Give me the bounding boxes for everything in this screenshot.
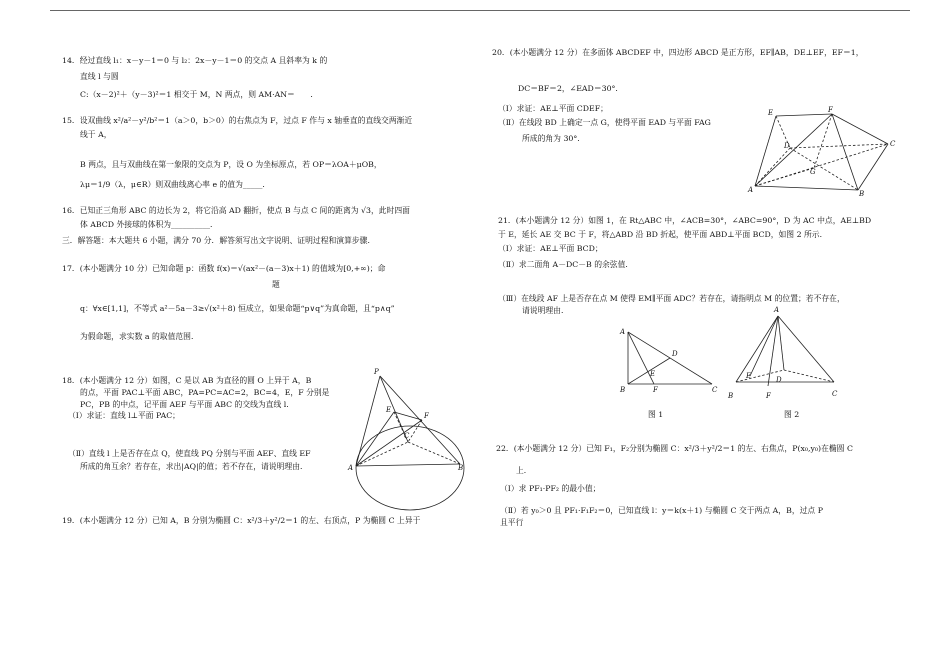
fig21b-label-F: F [766, 392, 771, 400]
fig21b-label-E: E [746, 372, 752, 380]
q22-line2: 上． [516, 466, 532, 475]
fig18-label-E: E [386, 406, 392, 414]
q22-line5: 且平行 [500, 518, 524, 527]
q19-line1: 19．(本小题满分 12 分）已知 A，B 分别为椭圆 C：x²/3＋y²/2＝1 的左、右顶点，P 为椭圆 C 上异于 [62, 516, 421, 525]
fig18-label-P: P [374, 368, 379, 376]
q21-line1: 21．(本小题满分 12 分）如图 1，在 Rt△ABC 中，∠ACB=30°，∠ABC=90°，D 为 AC 中点，AE⊥BD [498, 216, 872, 225]
fig2-caption: 图 2 [784, 410, 800, 419]
fig21a-label-E: E [650, 370, 656, 378]
fig21b-label-A: A [774, 306, 780, 314]
q21-line6: 请说明理由． [522, 306, 569, 315]
q21-line4: （Ⅱ）求二面角 A－DC－B 的余弦值． [498, 260, 634, 269]
fig18-label-F: F [424, 412, 429, 420]
q18-line3: PC，PB 的中点，记平面 AEF 与平面 ABC 的交线为直线 l． [80, 400, 295, 409]
q21-line2: 于 E，延长 AE 交 BC 于 F，将△ABD 沿 BD 折起，使平面 ABD⊥平面 BCD，如图 2 所示． [498, 230, 828, 239]
q20-line3: （Ⅰ）求证：AE⊥平面 CDEF； [498, 104, 608, 113]
q22-line4: （Ⅱ）若 y₀＞0 且 PF₁·F₁F₂＝0，已知直线 l：y＝k(x＋1) 与椭圆 C 交于两点 A，B，过点 P [500, 506, 823, 515]
q15-line2: 线于 A， [80, 130, 112, 139]
fig20-label-E: E [768, 109, 774, 117]
fig21a-label-B: B [620, 386, 626, 394]
top-rule [50, 10, 910, 11]
q18-line2: 的点，平面 PAC⊥平面 ABC，PA=PC=AC=2，BC=4，E，F 分别是 [80, 388, 330, 397]
fig21b-label-B: B [728, 392, 734, 400]
q16-line2: 体 ABCD 外接球的体积为__________． [80, 220, 218, 229]
q22-line3: （Ⅰ）求 PF₁·PF₂ 的最小值； [500, 484, 601, 493]
q17-line2: 题 [272, 280, 280, 289]
fig20-label-B: B [859, 190, 865, 198]
q18-line5: （Ⅱ）直线 l 上是否存在点 Q，使直线 PQ 分别与平面 AEF、直线 EF [68, 449, 311, 458]
q18-line4: （Ⅰ）求证：直线 l⊥平面 PAC； [68, 411, 180, 420]
fig20-label-D: D [784, 142, 790, 150]
q17-line3: q：∀x∈[1,1]，不等式 a²－5a－3≥√(x²＋8) 恒成立，如果命题“p∨q”为真命题，且“p∧q” [80, 304, 395, 313]
q14-line1: 14．经过直线 l₁：x－y－1＝0 与 l₂：2x－y－1＝0 的交点 A 且斜率为 k 的 [62, 56, 328, 65]
q20-line1: 20．(本小题满分 12 分）在多面体 ABCDEF 中，四边形 ABCD 是正方形，EF∥AB，DE⊥EF，EF＝1， [492, 48, 864, 57]
fig21a-label-F: F [653, 386, 658, 394]
q20-line2: DC＝BF＝2，∠EAD＝30°． [518, 84, 624, 93]
q20-line5: 所成的角为 30°． [522, 134, 586, 143]
q21-line3: （Ⅰ）求证：AE⊥平面 BCD； [498, 244, 603, 253]
q22-line1: 22．(本小题满分 12 分）已知 F₁，F₂分别为椭圆 C：x²/3＋y²/2＝1 的左、右焦点，P(x₀,y₀)在椭圆 C [496, 444, 853, 453]
q15-line1: 15．设双曲线 x²/a²－y²/b²＝1（a＞0，b＞0）的右焦点为 F，过点 F 作与 x 轴垂直的直线交两渐近 [62, 116, 413, 125]
q18-line1: 18．(本小题满分 12 分）如图，C 是以 AB 为直径的圆 O 上异于 A，B [62, 376, 312, 385]
fig1-caption: 图 1 [648, 410, 664, 419]
fig21a-label-D: D [672, 350, 678, 358]
fig20-label-C: C [890, 140, 896, 148]
part3-heading: 三．解答题：本大题共 6 小题，满分 70 分．解答须写出文字说明、证明过程和演算步骤． [62, 236, 376, 245]
fig20-label-A: A [748, 186, 754, 194]
figure-q18 [350, 366, 465, 511]
fig18-label-C: C [404, 432, 410, 440]
q17-line4: 为假命题，求实数 a 的取值范围． [80, 332, 199, 341]
q18-line6: 所成的角互余？若存在，求出|AQ|的值；若不存在，请说明理由． [80, 462, 308, 471]
fig20-label-G: G [810, 168, 816, 176]
fig21b-label-C: C [832, 390, 838, 398]
q14-line3: C:（x－2)²＋（y－3)²＝1 相交于 M，N 两点，则 AM·AN＝ ． [80, 90, 319, 99]
q17-line1: 17．(本小题满分 10 分）已知命题 p：函数 f(x)＝√(ax²－(a－3)x＋1) 的值域为[0,+∞)；命 [62, 264, 386, 273]
q15-line3: B 两点，且与双曲线在第一象限的交点为 P，设 O 为坐标原点，若 OP＝λOA＋μOB， [80, 160, 382, 169]
fig20-label-F: F [828, 106, 833, 114]
figure-q21-1 [618, 326, 722, 394]
figure-q21-2 [728, 306, 844, 402]
fig18-label-B: B [458, 464, 464, 472]
q14-line2: 直线 l 与圆 [80, 72, 119, 81]
q16-line1: 16．已知正三角形 ABC 的边长为 2，将它沿高 AD 翻折，使点 B 与点 C 间的距离为 √3，此时四面 [62, 206, 410, 215]
fig18-label-A: A [348, 464, 354, 472]
q20-line4: （Ⅱ）在线段 BD 上确定一点 G，使得平面 EAD 与平面 FAG [498, 118, 711, 127]
q15-line4: λμ＝1/9（λ，μ∈R）则双曲线离心率 e 的值为_____． [80, 180, 271, 189]
fig21b-label-D: D [776, 376, 782, 384]
q21-line5: （Ⅲ）在线段 AF 上是否存在点 M 使得 EM∥平面 ADC？若存在，请指明点 M 的位置；若不存在， [498, 294, 845, 303]
fig21a-label-C: C [712, 386, 718, 394]
figure-q20 [748, 106, 898, 198]
fig21a-label-A: A [620, 328, 626, 336]
